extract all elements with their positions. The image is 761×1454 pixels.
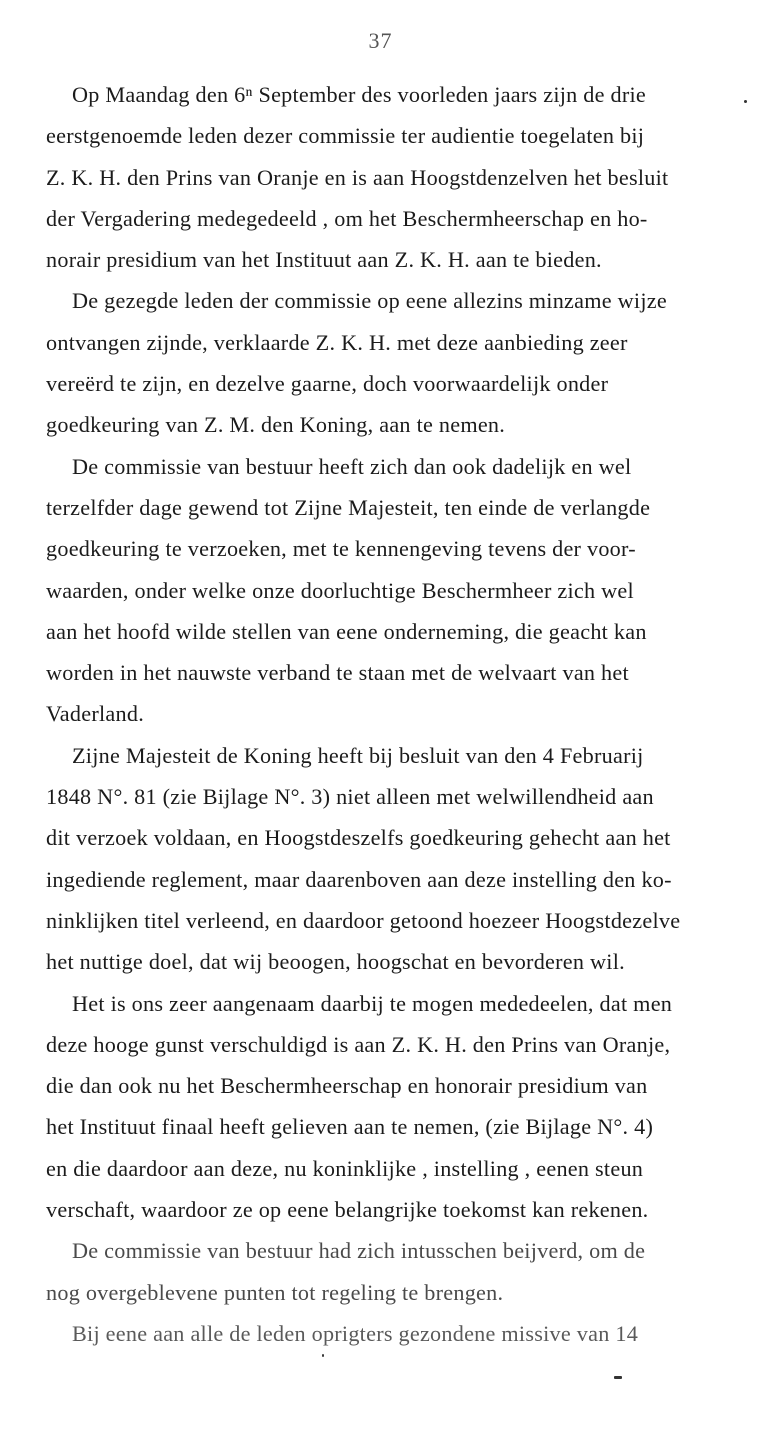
text-line: en die daardoor aan deze, nu koninklijke , instelling , eenen steun	[46, 1155, 644, 1181]
ink-speck	[744, 100, 747, 103]
text-line: verschaft, waardoor ze op eene belangrijke toekomst kan rekenen.	[46, 1197, 649, 1223]
text-line: goedkeuring te verzoeken, met te kennengeving tevens der voor-	[46, 536, 636, 562]
body-text	[46, 74, 710, 1354]
text-line: De gezegde leden der commissie op eene allezins minzame wijze	[72, 288, 667, 314]
text-line: Bij eene aan alle de leden oprigters gezondene missive van 14	[72, 1320, 639, 1346]
text-line: goedkeuring van Z. M. den Koning, aan te nemen.	[46, 412, 506, 438]
text-line: dit verzoek voldaan, en Hoogstdeszelfs goedkeuring gehecht aan het	[46, 825, 671, 851]
text-line: Z. K. H. den Prins van Oranje en is aan Hoogstdenzelven het besluit	[46, 164, 669, 190]
text-line: ontvangen zijnde, verklaarde Z. K. H. met deze aanbieding zeer	[46, 329, 628, 355]
text-line: waarden, onder welke onze doorluchtige Beschermheer zich wel	[46, 577, 634, 603]
text-line: terzelfder dage gewend tot Zijne Majesteit, ten einde de verlangde	[46, 494, 651, 520]
text-line: eerstgenoemde leden dezer commissie ter audientie toegelaten bij	[46, 123, 645, 149]
text-line: norair presidium van het Instituut aan Z. K. H. aan te bieden.	[46, 247, 602, 273]
text-line: ninklijken titel verleend, en daardoor getoond hoezeer Hoogstdezelve	[46, 907, 681, 933]
text-line: aan het hoofd wilde stellen van eene onderneming, die geacht kan	[46, 618, 647, 644]
text-line: het nuttige doel, dat wij beoogen, hoogschat en bevorderen wil.	[46, 949, 625, 975]
text-line: Vaderland.	[46, 701, 144, 727]
text-line: het Instituut finaal heeft gelieven aan te nemen, (zie Bijlage N°. 4)	[46, 1114, 654, 1140]
text-line: worden in het nauwste verband te staan met de welvaart van het	[46, 660, 629, 686]
paragraph-6	[46, 1230, 710, 1313]
paragraph-1	[46, 74, 710, 280]
text-line: De commissie van bestuur had zich intusschen beijverd, om de	[72, 1238, 646, 1264]
paragraph-7	[46, 1313, 710, 1354]
text-line: die dan ook nu het Beschermheerschap en honorair presidium van	[46, 1073, 648, 1099]
paragraph-3	[46, 446, 710, 735]
text-line: deze hooge gunst verschuldigd is aan Z. K. H. den Prins van Oranje,	[46, 1031, 671, 1057]
ink-speck	[614, 1376, 622, 1379]
text-line: De commissie van bestuur heeft zich dan ook dadelijk en wel	[72, 453, 632, 479]
text-line: 1848 N°. 81 (zie Bijlage N°. 3) niet alleen met welwillendheid aan	[46, 784, 654, 810]
paragraph-5	[46, 983, 710, 1231]
page-number: 37	[368, 28, 393, 53]
ink-speck	[322, 1354, 324, 1357]
text-line: nog overgeblevene punten tot regeling te brengen.	[46, 1279, 504, 1305]
text-line: Op Maandag den 6ⁿ September des voorleden jaars zijn de drie	[72, 82, 647, 107]
text-line: Het is ons zeer aangenaam daarbij te mogen mededeelen, dat men	[72, 990, 673, 1016]
text-line: ingediende reglement, maar daarenboven aan deze instelling den ko-	[46, 866, 672, 892]
text-line: der Vergadering medegedeeld , om het Beschermheerschap en ho-	[46, 205, 648, 231]
paragraph-2	[46, 280, 710, 445]
paragraph-4	[46, 735, 710, 983]
text-line: vereërd te zijn, en dezelve gaarne, doch voorwaardelijk onder	[46, 371, 609, 397]
text-line: Zijne Majesteit de Koning heeft bij besluit van den 4 Februarij	[72, 742, 644, 768]
